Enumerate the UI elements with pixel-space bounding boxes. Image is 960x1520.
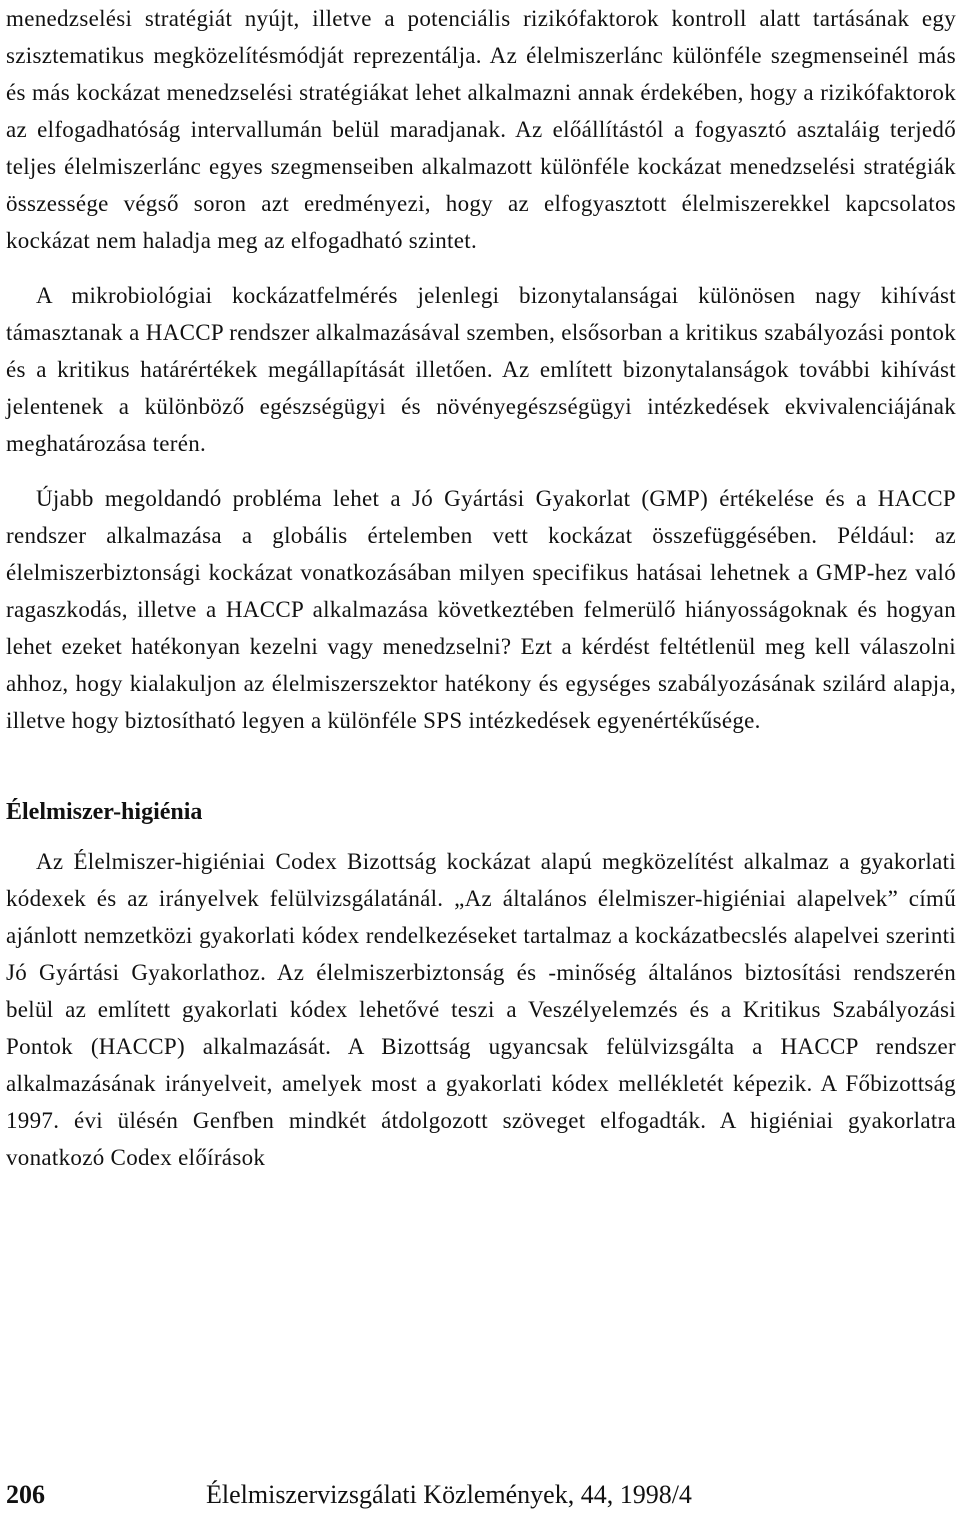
paragraph-continued: menedzselési stratégiát nyújt, illetve a potenciális rizikófaktorok kontroll alatt tartásának egy szisztematikus megközelítésmódját reprezentálja. Az élelmiszerlánc különféle szegmenseinél más és más kockázat menedzselési stratégiákat lehet alkalmazni annak érdekében, hogy a rizikófaktorok az elfogadhatóság intervallumán belül maradjanak. Az előállítástól a fogyasztó asztaláig terjedő teljes élelmiszerlánc egyes szegmenseiben alkalmazott különféle kockázat menedzselési stratégiák összessége végső soron azt eredményezi, hogy az elfogyasztott élelmiszerekkel kapcsolatos kockázat nem haladja meg az elfogadható szintet.	[6, 6, 956, 253]
paragraph-uncertainty: A mikrobiológiai kockázatfelmérés jelenlegi bizonytalanságai különösen nagy kihívást támasztanak a HACCP rendszer alkalmazásával szemben, elsősorban a kritikus szabályozási pontok és a kritikus határértékek megállapítását illetően. Az említett bizonytalanságok további kihívást jelentenek a különböző egészségügyi és növényegészségügyi intézkedések ekvivalenciájának meghatározása terén.	[6, 283, 956, 456]
document-page	[6, 0, 956, 1176]
journal-citation: Élelmiszervizsgálati Közlemények, 44, 1998/4	[206, 1480, 692, 1509]
section-heading: Élelmiszer-higiénia	[6, 799, 203, 825]
page-number: 206	[6, 1480, 45, 1509]
paragraph-hygiene: Az Élelmiszer-higiéniai Codex Bizottság kockázat alapú megközelítést alkalmaz a gyakorlati kódexek és az irányelvek felülvizsgálatánál. „Az általános élelmiszer-higiéniai alapelvek” című ajánlott nemzetközi gyakorlati kódex rendelkezéseket tartalmaz a kockázatbecslés alapelvei szerinti Jó Gyártási Gyakorlathoz. Az élelmiszerbiztonság és -minőség általános biztosítási rendszerén belül az említett gyakorlati kódex lehetővé teszi a Veszélyelemzés és a Kritikus Szabályozási Pontok (HACCP) alkalmazását. A Bizottság ugyancsak felülvizsgálta a HACCP rendszer alkalmazásának irányelveit, amelyek most a gyakorlati kódex mellékletét képezik. A Főbizottság 1997. évi ülésén Genfben mindkét átdolgozott szöveget elfogadták. A higiéniai gyakorlatra vonatkozó Codex előírások	[6, 849, 956, 1170]
paragraph-gmp: Újabb megoldandó probléma lehet a Jó Gyártási Gyakorlat (GMP) értékelése és a HACCP rendszer alkalmazása a globális értelemben vett kockázat összefüggésében. Például: az élelmiszerbiztonsági kockázat vonatkozásában milyen specifikus hatásai lehetnek a GMP-hez való ragaszkodás, illetve a HACCP alkalmazása következtében felmerülő hiányosságoknak és hogyan lehet ezeket hatékonyan kezelni vagy menedzselni? Ezt a kérdést feltétlenül meg kell válaszolni ahhoz, hogy kialakuljon az élelmiszerszektor hatékony és egységes szabályozásának szilárd alapja, illetve hogy biztosítható legyen a különféle SPS intézkedések egyenértékűsége.	[6, 486, 956, 733]
page-footer	[6, 1480, 956, 1520]
